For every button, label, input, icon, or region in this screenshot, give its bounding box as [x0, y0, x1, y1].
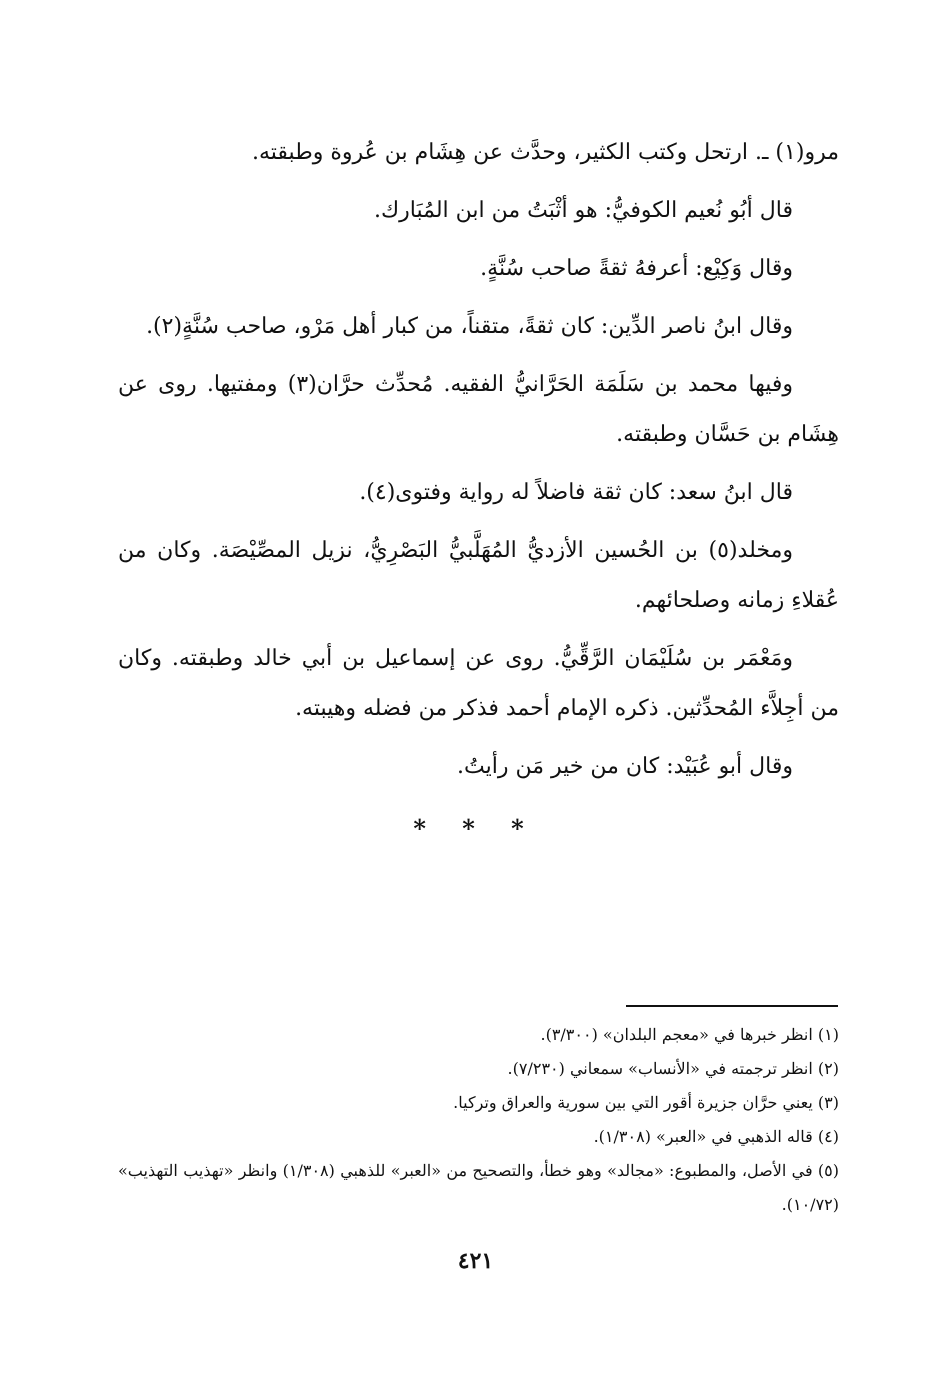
paragraph: ومَعْمَر بن سُلَيْمَان الرَّقِّيُّ. روى عن إسماعيل بن أبي خالد وطبقته. وكان من أجِلاَّء المُحدِّثين. ذكره الإمام أحمد فذكر من فضله وهيبته. — [118, 646, 839, 721]
section-ornament: * * * — [413, 814, 538, 843]
footnote: (٢) انظر ترجمته في «الأنساب» سمعاني (٧/٢٣٠). — [507, 1059, 839, 1078]
paragraph: قال ابنُ سعد: كان ثقة فاضلاً له رواية وفتوى(٤). — [359, 480, 793, 505]
paragraph: وقال وَكِيْع: أعرفهُ ثقةً صاحب سُنَّةٍ. — [480, 256, 793, 281]
footnote: (١) انظر خبرها في «معجم البلدان» (٣/٣٠٠). — [540, 1025, 839, 1044]
paragraph: وفيها محمد بن سَلَمَة الحَرَّانيُّ الفقيه. مُحدِّث حرَّان(٣) ومفتيها. روى عن هِشَام بن حَسَّان وطبقته. — [118, 372, 839, 447]
main-text — [118, 128, 839, 800]
paragraph: وقال أبو عُبَيْد: كان من خير مَن رأيتُ. — [457, 754, 793, 779]
page-number: ٤٢١ — [457, 1248, 494, 1274]
footnote: (٣) يعني حرَّان جزيرة أقور التي بين سورية والعراق وتركيا. — [453, 1093, 839, 1112]
paragraph: مرو(١) ـ. ارتحل وكتب الكثير، وحدَّث عن هِشَام بن عُروة وطبقته. — [252, 140, 839, 165]
paragraph: ومخلد(٥) بن الحُسين الأزديُّ المُهَلَّبيُّ البَصْرِيُّ، نزيل المصِّيْصَة. وكان من عُقلاءِ زمانه وصلحائهم. — [118, 538, 839, 613]
footnote: (٤) قاله الذهبي في «العبر» (١/٣٠٨). — [593, 1127, 839, 1146]
footnotes — [118, 1018, 839, 1222]
paragraph: وقال ابنُ ناصر الدِّين: كان ثقةً، متقناً، من كبار أهل مَرْو، صاحب سُنَّةٍ(٢). — [146, 314, 793, 339]
paragraph: قال أبُو نُعيم الكوفيُّ: هو أثْبَتُ من ابن المُبَارك. — [374, 198, 793, 223]
footnote-separator — [626, 1005, 838, 1007]
footnote: (٥) في الأصل، والمطبوع: «مجالد» وهو خطأ، والتصحيح من «العبر» للذهبي (١/٣٠٨) وانظر «تهذيب التهذيب» (١٠/٧٢). — [118, 1161, 840, 1214]
